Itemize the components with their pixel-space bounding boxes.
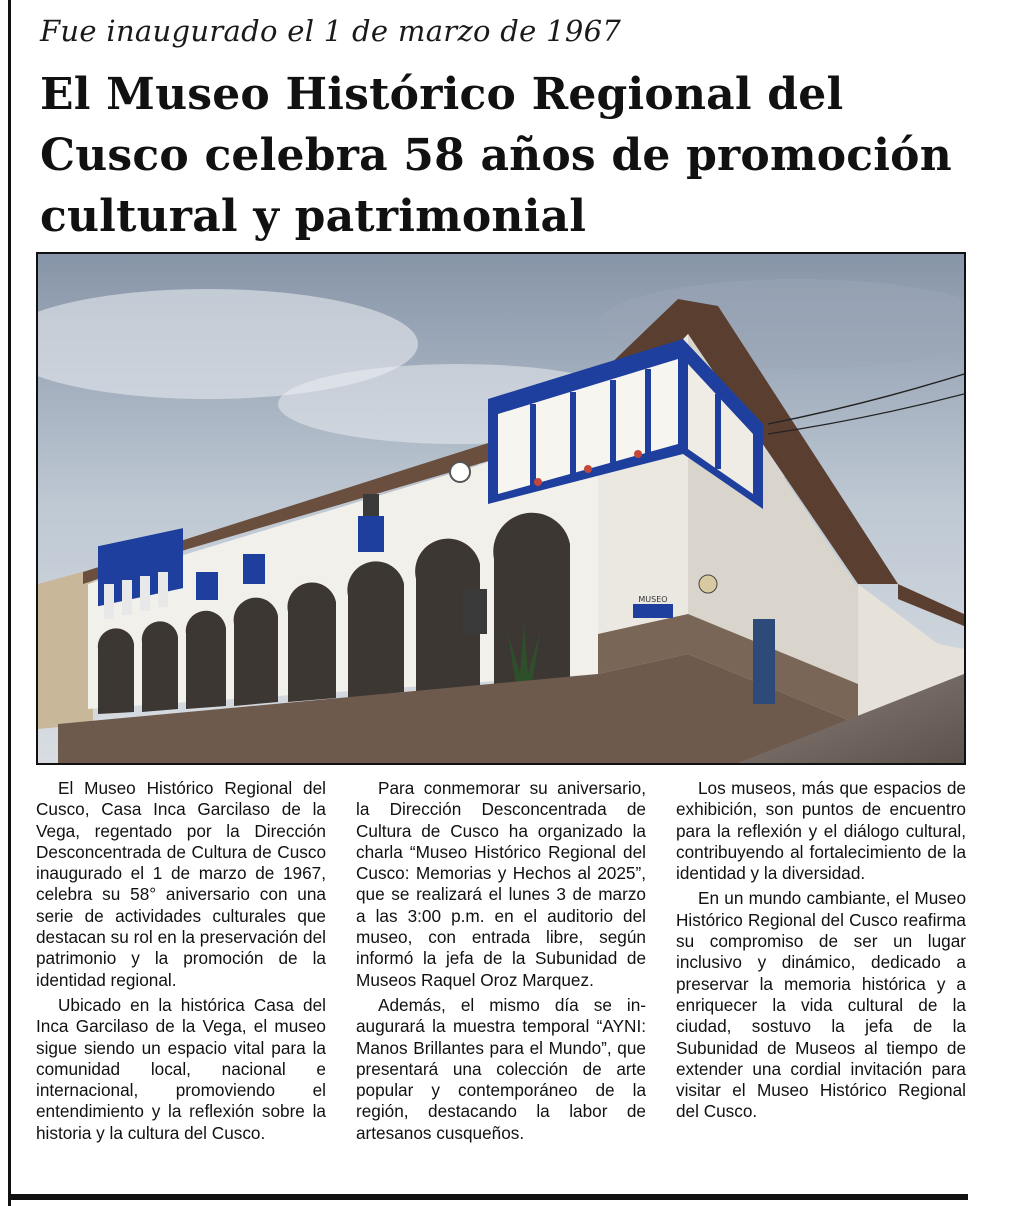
article-body [36,778,966,1183]
paragraph: El Museo Histórico Regional del Cusco, Casa Inca Garcilaso de la Vega, regentado por la Dirección Desconcentrada de Cultura de Cusco inaugurado el 1 de marzo de 1967, celebra su 58° aniversario con una serie de actividades culturales que destacan su rol en la preservación del patrimonio y la promoción de la identidad regional. [36,778,326,990]
paragraph: Ubicado en la histórica Casa del Inca Garcilaso de la Vega, el museo sigue siendo un espacio vital para la comunidad local, nacional e internacional, promoviendo el entendimiento y la reflexión sobre la historia y la cultura del Cusco. [36,994,326,1143]
paragraph: Los museos, más que espacios de exhibición, son puntos de encuentro para la reflexión y el diálogo cultural, contribuyendo al fortalecimiento de la identidad y la diversidad. [676,778,966,884]
column-rule-left [8,0,11,1206]
paragraph: Además, el mismo día se inaugurará la muestra temporal “AYNI: Manos Brillantes para el Mundo”, que presentará una colección de arte popular y contemporáneo de la región, destacando la labor de artesanos cusqueños. [356,994,646,1143]
street-sign-text: MUSEO [638,595,668,604]
article-kicker: Fue inaugurado el 1 de marzo de 1967 [40,14,622,48]
museum-building-illustration [38,254,964,763]
paragraph: En un mundo cambiante, el Museo Histórico Regional del Cusco reafirma su compromiso de ser un lugar inclusivo y dinámico, dedicado a preservar la memoria histórica y a enriquecer la vida cultural de la ciudad, sostuvo la jefa de la Subunidad de Museos al tiempo de extender una cordial invitación para visitar el Museo Histórico Regional del Cusco. [676,888,966,1122]
text-column-2 [356,778,646,1183]
paragraph: Para conmemorar su aniversario, la Dirección Desconcentrada de Cultura de Cusco ha organizado la charla “Museo Histórico Regional del Cusco: Memorias y Hechos al 2025”, que se realizará el lunes 3 de marzo a las 3:00 p.m. en el auditorio del museo, con entrada libre, según informó la jefa de la Subunidad de Museos Raquel Oroz Marquez. [356,778,646,990]
article-headline: El Museo Histórico Regional del Cusco celebra 58 años de promoción cultural y patrimonial [40,69,952,242]
text-column-3 [676,778,966,1183]
text-column-1 [36,778,326,1183]
page-bottom-rule [8,1194,968,1200]
museum-photo [36,252,966,765]
